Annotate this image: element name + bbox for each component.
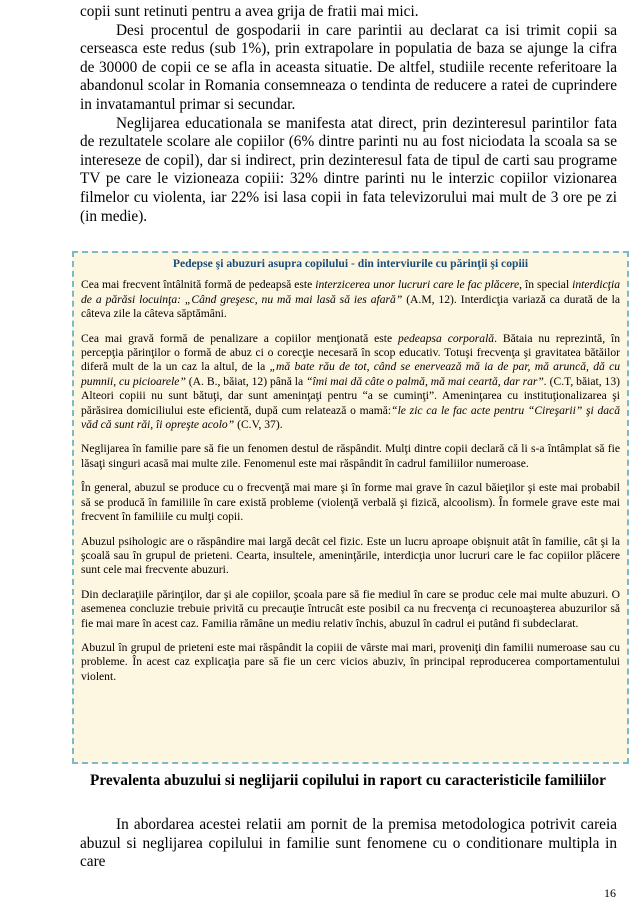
box-p2-text-g: (C.T, băiat, 13) Alteori copiii nu sunt bătuţi, dar sunt ameninţaţi pentru “a se cuminţi”. Ameninţarea cu instituţionalizarea şi părăsirea domiciliului este eficientă, după cum relatează o mamă: xyxy=(81,374,620,417)
intro-text xyxy=(80,3,617,226)
box-paragraph-1 xyxy=(81,278,620,321)
box-paragraph-2 xyxy=(81,332,620,433)
box-paragraph-5: Abuzul psihologic are o răspândire mai largă decât cel fizic. Este un lucru aproape obişnuit atât în familie, cât şi la şcoală sau în grupul de prieteni. Cearta, insultele, ameninţările, interdicţia unor lucruri care le fac copiilor plăcere sunt cele mai frecvente abuzuri. xyxy=(81,534,620,577)
box-p1-text-e: (A.M, 12). Interdicţia variază ca durată de la câteva zile la câteva săptămâni. xyxy=(81,292,620,321)
box-p2-italic-f: “îmi mai dă câte o palmă, mă mai ceartă, dar rar”. xyxy=(306,374,547,388)
box-p2-italic-d: „mă bate rău de tot, când se enervează mă ia de par, mă aruncă, dă cu pumnii, cu picioarele” xyxy=(81,360,621,388)
box-paragraph-3: Neglijarea în familie pare să fie un fenomen destul de răspândit. Mulţi dintre copii declară că li s-a întâmplat să fie lăsaţi singuri acasă mai multe zile. Fenomenul este mai răspândit în cadrul familiilor numeroase. xyxy=(81,442,620,470)
page-number: 16 xyxy=(604,886,616,900)
intro-paragraph-2: Desi procentul de gospodarii in care parintii au declarat ca isi trimit copii sa cerseasca este redus (sub 1%), prin extrapolare in populatia de baza se ajunge la cifra de 30000 de copii ce se afla in aceasta situatie. De altfel, studiile recente referitoare la abandonul scolar in Romania consemneaza o tendinta de reducere a ratei de cuprindere in invatamantul primar si secundar. xyxy=(80,21,617,113)
box-p2-text-c: . Bătaia nu reprezintă, în percepţia părinţilor o formă de abuz ci o corecţie necesară în scop educativ. Totuşi frecvenţa şi gravitatea bătăilor diferă mult de la un caz la altul, de la xyxy=(81,331,621,374)
interview-box xyxy=(72,251,629,764)
box-p1-italic-b: interzicerea unor lucruri care le fac plăcere xyxy=(315,278,520,292)
box-p2-italic-b: pedeapsa corporală xyxy=(398,331,495,345)
box-p1-text-c: , în special xyxy=(519,278,573,292)
intro-paragraph-3: Neglijarea educationala se manifesta atat direct, prin dezinteresul parintilor fata de rezultatele scolare ale copiilor (6% dintre parinti nu au fost niciodata la scoala sa se intereseze de copil), dar si indirect, prin dezinteresul fata de tipul de carti sau programe TV pe care le vizioneaza copiii: 32% dintre parinti nu le interzic copiilor vizionarea filmelor cu violenta, iar 22% isi lasa copii in fata televizorului mai mult de 3 ore pe zi (in medie). xyxy=(80,114,617,225)
box-title: Pedepse şi abuzuri asupra copilului - din interviurile cu părinţii şi copiii xyxy=(172,257,529,270)
section-heading: Prevalenta abuzului si neglijarii copilului in raport cu caracteristicile familiilor xyxy=(90,772,606,789)
box-paragraph-7: Abuzul în grupul de prieteni este mai răspândit la copiii de vârste mai mari, proveniţi din familii numeroase sau cu probleme. În acest caz explicaţia pare să fie un cerc vicios abuziv, în principal reproducerea comportamentului violent. xyxy=(81,640,620,683)
box-p1-text-a: Cea mai frecvent întâlnită formă de pedeapsă este xyxy=(81,278,316,292)
box-p1-italic-d: interdicţia de a părăsi locuinţa: „Când greşesc, nu mă mai lasă să ies afară” xyxy=(81,278,620,306)
box-paragraph-6: Din declaraţiile părinţilor, dar şi ale copiilor, şcoala pare să fie mediul în care se produc cele mai multe abuzuri. O asemenea concluzie trebuie privită cu precauţie întrucât este posibil ca nu frecvenţa ci recunoaşterea abuzurilor să fie mai mare în acest caz. Familia rămâne un mediu relativ închis, abuzul în cadrul ei putând fi subdeclarat. xyxy=(81,587,620,630)
box-paragraph-4: În general, abuzul se produce cu o frecvenţă mai mare şi în forme mai grave în cazul băieţilor şi este mai probabil să se producă în familiile în care există probleme (violenţă verbală şi fizică, alcoolism). În formele grave este mai frecvent în familiile cu mulţi copii. xyxy=(81,481,620,524)
box-p2-italic-h: “le zic ca le fac acte pentru “Cireşarii” şi dacă văd că sunt răi, îi opreşte acolo” xyxy=(81,403,620,432)
section-paragraph: In abordarea acestei relatii am pornit de la premisa metodologica potrivit careia abuzul si neglijarea copilului in familie sunt fenomene cu o conditionare multipla in care xyxy=(80,816,617,871)
section-text xyxy=(80,816,617,872)
box-p2-text-i: (C.V, 37). xyxy=(234,418,283,432)
intro-line: copii sunt retinuti pentru a avea grija de fratii mai mici. xyxy=(80,3,419,20)
box-p2-text-a: Cea mai gravă formă de penalizare a copiilor menţionată este xyxy=(81,331,399,345)
box-p2-text-e: (A. B., băiat, 12) până la xyxy=(185,374,307,388)
